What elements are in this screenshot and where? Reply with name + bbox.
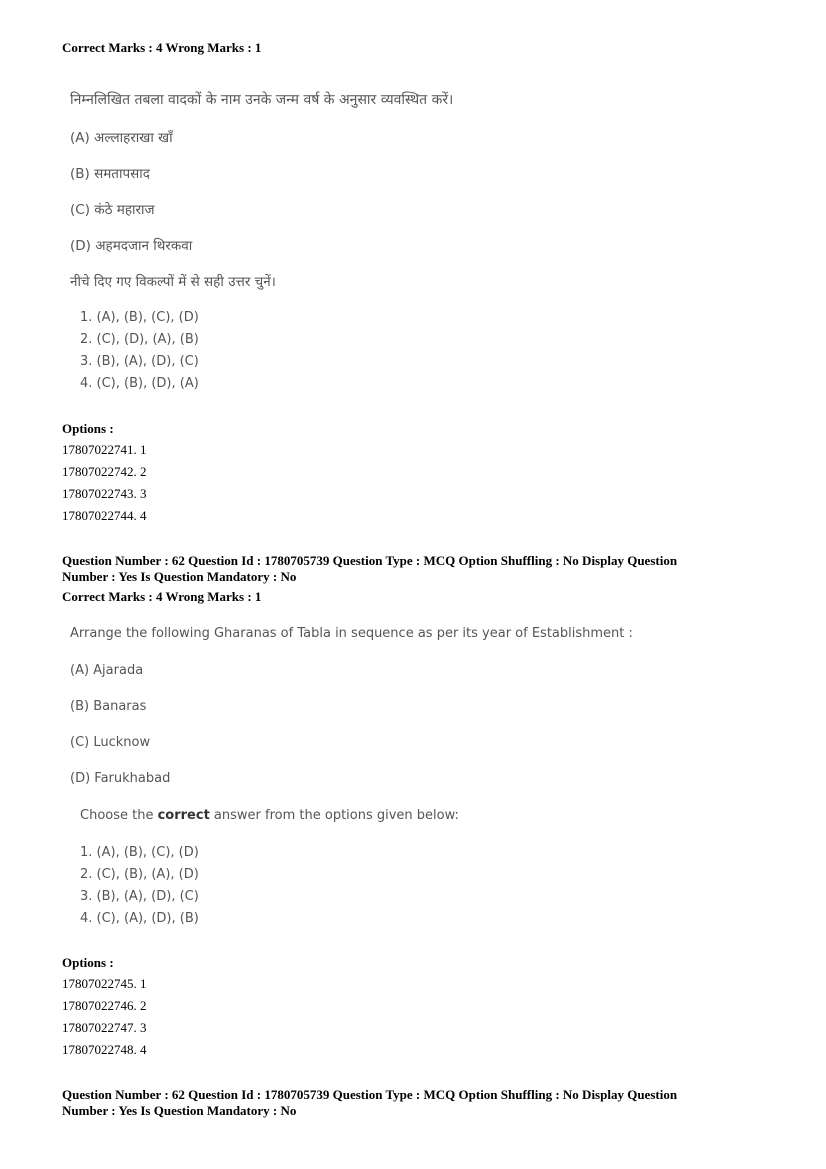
option-item: 17807022746. 2 xyxy=(62,998,147,1013)
statement-a: (A) Ajarada xyxy=(70,663,144,678)
statement-d: (D) अहमदजान थिरकवा xyxy=(70,238,193,254)
choice-1: 1. (A), (B), (C), (D) xyxy=(80,310,199,325)
option-item: 17807022741. 1 xyxy=(62,442,147,457)
choice-3: 3. (B), (A), (D), (C) xyxy=(80,354,199,369)
question-stem: Arrange the following Gharanas of Tabla in sequence as per its year of Establishment : xyxy=(70,626,633,641)
option-item: 17807022744. 4 xyxy=(62,508,147,523)
question-stem: निम्नलिखित तबला वादकों के नाम उनके जन्म वर्ष के अनुसार व्यवस्थित करें। xyxy=(70,92,454,108)
option-item: 17807022745. 1 xyxy=(62,976,147,991)
statement-b: (B) समतापसाद xyxy=(70,166,150,182)
choice-1: 1. (A), (B), (C), (D) xyxy=(80,845,199,860)
question-header-line1: Question Number : 62 Question Id : 1780705739 Question Type : MCQ Option Shuffling : No Display Question xyxy=(62,1087,678,1102)
choice-2: 2. (C), (D), (A), (B) xyxy=(80,332,199,347)
statement-c: (C) Lucknow xyxy=(70,735,151,750)
marks-line: Correct Marks : 4 Wrong Marks : 1 xyxy=(62,589,262,604)
choice-2: 2. (C), (B), (A), (D) xyxy=(80,867,199,882)
options-label: Options : xyxy=(62,421,114,436)
option-item: 17807022743. 3 xyxy=(62,486,147,501)
option-item: 17807022742. 2 xyxy=(62,464,147,479)
statement-a: (A) अल्लाहराखा खाँ xyxy=(70,130,173,146)
statement-c: (C) कंठे महाराज xyxy=(70,202,155,218)
statement-b: (B) Banaras xyxy=(70,699,147,714)
choice-3: 3. (B), (A), (D), (C) xyxy=(80,889,199,904)
choice-4: 4. (C), (A), (D), (B) xyxy=(80,911,199,926)
statement-d: (D) Farukhabad xyxy=(70,771,171,786)
choice-4: 4. (C), (B), (D), (A) xyxy=(80,376,199,391)
question-instruction: Choose the correct answer from the options given below: xyxy=(80,808,459,823)
options-label: Options : xyxy=(62,955,114,970)
question-header-line1: Question Number : 62 Question Id : 1780705739 Question Type : MCQ Option Shuffling : No Display Question xyxy=(62,553,678,568)
question-instruction: नीचे दिए गए विकल्पों में से सही उत्तर चुनें। xyxy=(70,274,276,290)
option-item: 17807022747. 3 xyxy=(62,1020,147,1035)
question-header-line2: Number : Yes Is Question Mandatory : No xyxy=(62,1103,297,1118)
marks-line: Correct Marks : 4 Wrong Marks : 1 xyxy=(62,40,262,55)
question-header-line2: Number : Yes Is Question Mandatory : No xyxy=(62,569,297,584)
option-item: 17807022748. 4 xyxy=(62,1042,147,1057)
